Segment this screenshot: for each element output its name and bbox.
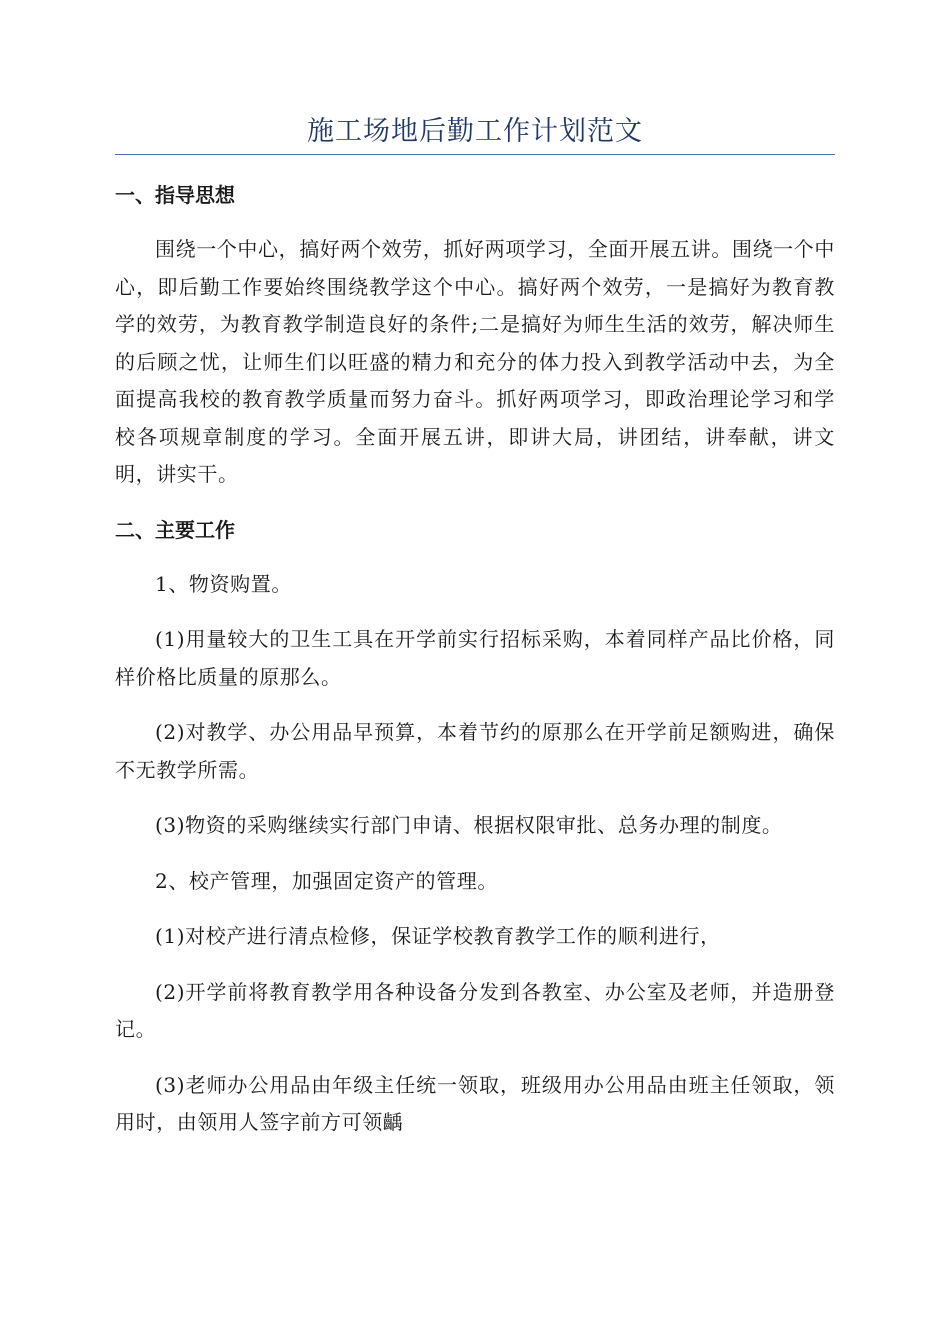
paragraph: 围绕一个中心，搞好两个效劳，抓好两项学习，全面开展五讲。围绕一个中心，即后勤工作要始终围绕教学这个中心。搞好两个效劳，一是搞好为教育教学的效劳，为教育教学制造良好的条件;二是搞好为师生生活的效劳，解决师生的后顾之忧，让师生们以旺盛的精力和充分的体力投入到教学活动中去，为全面提高我校的教育教学质量而努力奋斗。抓好两项学习，即政治理论学习和学校各项规章制度的学习。全面开展五讲，即讲大局，讲团结，讲奉献，讲文明，讲实干。 xyxy=(115,237,835,486)
paragraph: (1)用量较大的卫生工具在开学前实行招标采购，本着同样产品比价格，同样价格比质量的原那么。 xyxy=(115,627,835,689)
paragraph: (2)开学前将教育教学用各种设备分发到各教室、办公室及老师，并造册登记。 xyxy=(115,979,835,1041)
section-heading-guiding-thought: 一、指导思想 xyxy=(115,183,235,207)
section-heading-main-work: 二、主要工作 xyxy=(115,517,235,542)
paragraph: 2、校产管理，加强固定资产的管理。 xyxy=(155,868,498,893)
paragraph: (2)对教学、办公用品早预算，本着节约的原那么在开学前足额购进，确保不无教学所需。 xyxy=(115,720,835,782)
paragraph: 1、物资购置。 xyxy=(155,571,292,596)
title-underline xyxy=(115,154,835,155)
document-body xyxy=(115,177,835,1160)
paragraph: (3)物资的采购继续实行部门申请、根据权限审批、总务办理的制度。 xyxy=(155,813,783,837)
document-title: 施工场地后勤工作计划范文 xyxy=(307,116,643,147)
paragraph: (1)对校产进行清点检修，保证学校教育教学工作的顺利进行， xyxy=(155,924,721,948)
paragraph: (3)老师办公用品由年级主任统一领取，班级用办公用品由班主任领取，领用时，由领用人签字前方可领齲 xyxy=(115,1072,835,1134)
